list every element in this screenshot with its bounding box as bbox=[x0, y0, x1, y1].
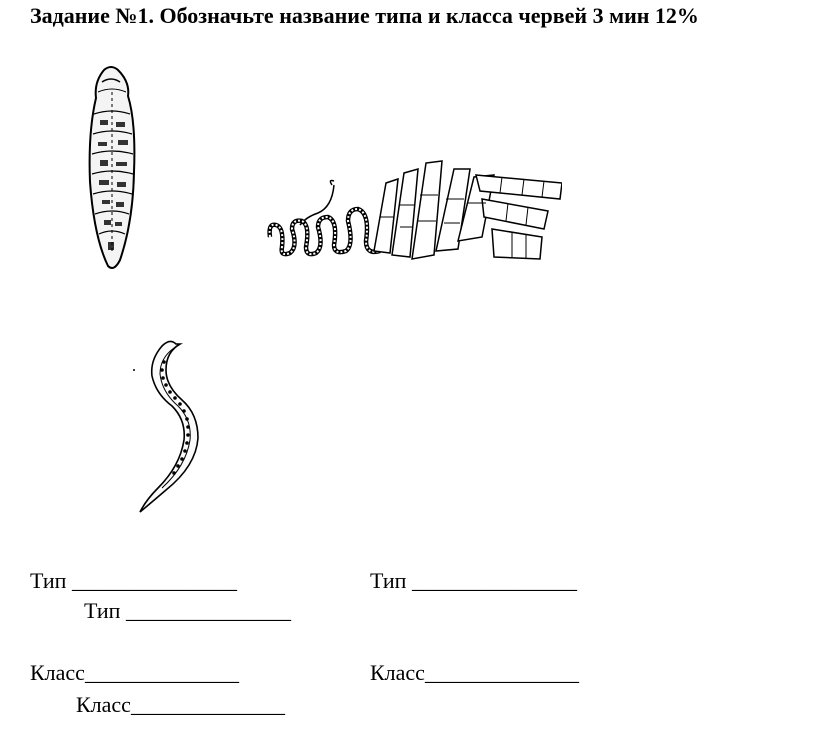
class-answer-line-3[interactable]: Класс______________ bbox=[76, 692, 285, 717]
type-answer-line-3[interactable]: Тип _______________ bbox=[84, 598, 291, 623]
class-answer-line-1[interactable]: Класс______________ bbox=[30, 660, 239, 685]
class-answer-line-2[interactable]: Класс______________ bbox=[370, 660, 579, 685]
task-title: Задание №1. Обозначьте название типа и класса червей 3 мин 12% bbox=[30, 3, 699, 28]
type-answer-line-2[interactable]: Тип _______________ bbox=[370, 568, 577, 593]
tapeworm-illustration bbox=[262, 155, 562, 267]
type-answer-line-1[interactable]: Тип _______________ bbox=[30, 568, 237, 593]
roundworm-illustration bbox=[122, 328, 208, 518]
flatworm-illustration bbox=[78, 62, 148, 274]
